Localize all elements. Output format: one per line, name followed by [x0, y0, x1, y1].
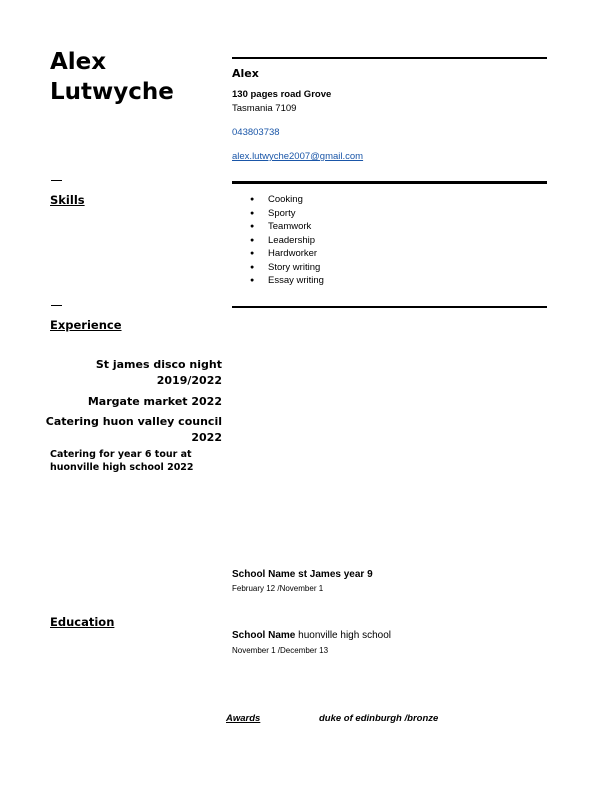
school-dates-2: November 1 /December 13 [232, 646, 329, 655]
school-dates-1: February 12 /November 1 [232, 584, 324, 593]
skill-item: ● Story writing [250, 261, 324, 275]
experience-item-3-title: Catering huon valley council [45, 415, 222, 428]
experience-item-4-line1: Catering for year 6 tour at [50, 449, 192, 460]
education-entry-2 [232, 630, 391, 641]
skills-list [250, 193, 324, 288]
experience-item-3 [42, 414, 222, 446]
skill-item: ● Cooking [250, 193, 324, 207]
skills-rule [232, 181, 547, 184]
experience-item-1-years: 2019/2022 [156, 374, 222, 387]
skill-item: ● Leadership [250, 234, 324, 248]
experience-rule [232, 306, 547, 308]
awards-value: duke of edinburgh /bronze [319, 713, 439, 724]
address-line2: Tasmania 7109 [232, 103, 297, 114]
contact-heading: Alex [232, 67, 259, 80]
school-value-2: huonville high school [298, 630, 391, 641]
name-last: Lutwyche [50, 79, 174, 105]
experience-item-4 [50, 448, 194, 474]
skill-item: ● Sporty [250, 207, 324, 221]
school-label-1: School Name [232, 569, 296, 580]
school-value-1: st James year 9 [298, 569, 373, 580]
skills-title: Skills [50, 193, 85, 207]
school-label-2: School Name [232, 630, 296, 641]
experience-item-1-title: St james disco night [95, 358, 222, 371]
skill-item: ● Essay writing [250, 274, 324, 288]
experience-dash [51, 305, 62, 306]
skills-dash [51, 180, 62, 181]
skill-item: ● Teamwork [250, 220, 324, 234]
experience-item-2: Margate market 2022 [87, 395, 222, 408]
experience-item-1 [42, 357, 222, 389]
name-first: Alex [50, 49, 107, 75]
awards-label: Awards [226, 713, 261, 724]
skill-item: ● Hardworker [250, 247, 324, 261]
phone: 043803738 [232, 127, 280, 138]
email-link[interactable]: alex.lutwyche2007@gmail.com [232, 151, 364, 162]
top-rule [232, 57, 547, 59]
address-line1: 130 pages road Grove [232, 89, 332, 100]
education-entry-1 [232, 569, 373, 580]
experience-item-3-years: 2022 [191, 431, 222, 444]
education-title: Education [50, 615, 115, 629]
experience-title: Experience [50, 318, 122, 332]
experience-item-4-line2: huonville high school 2022 [50, 462, 194, 473]
